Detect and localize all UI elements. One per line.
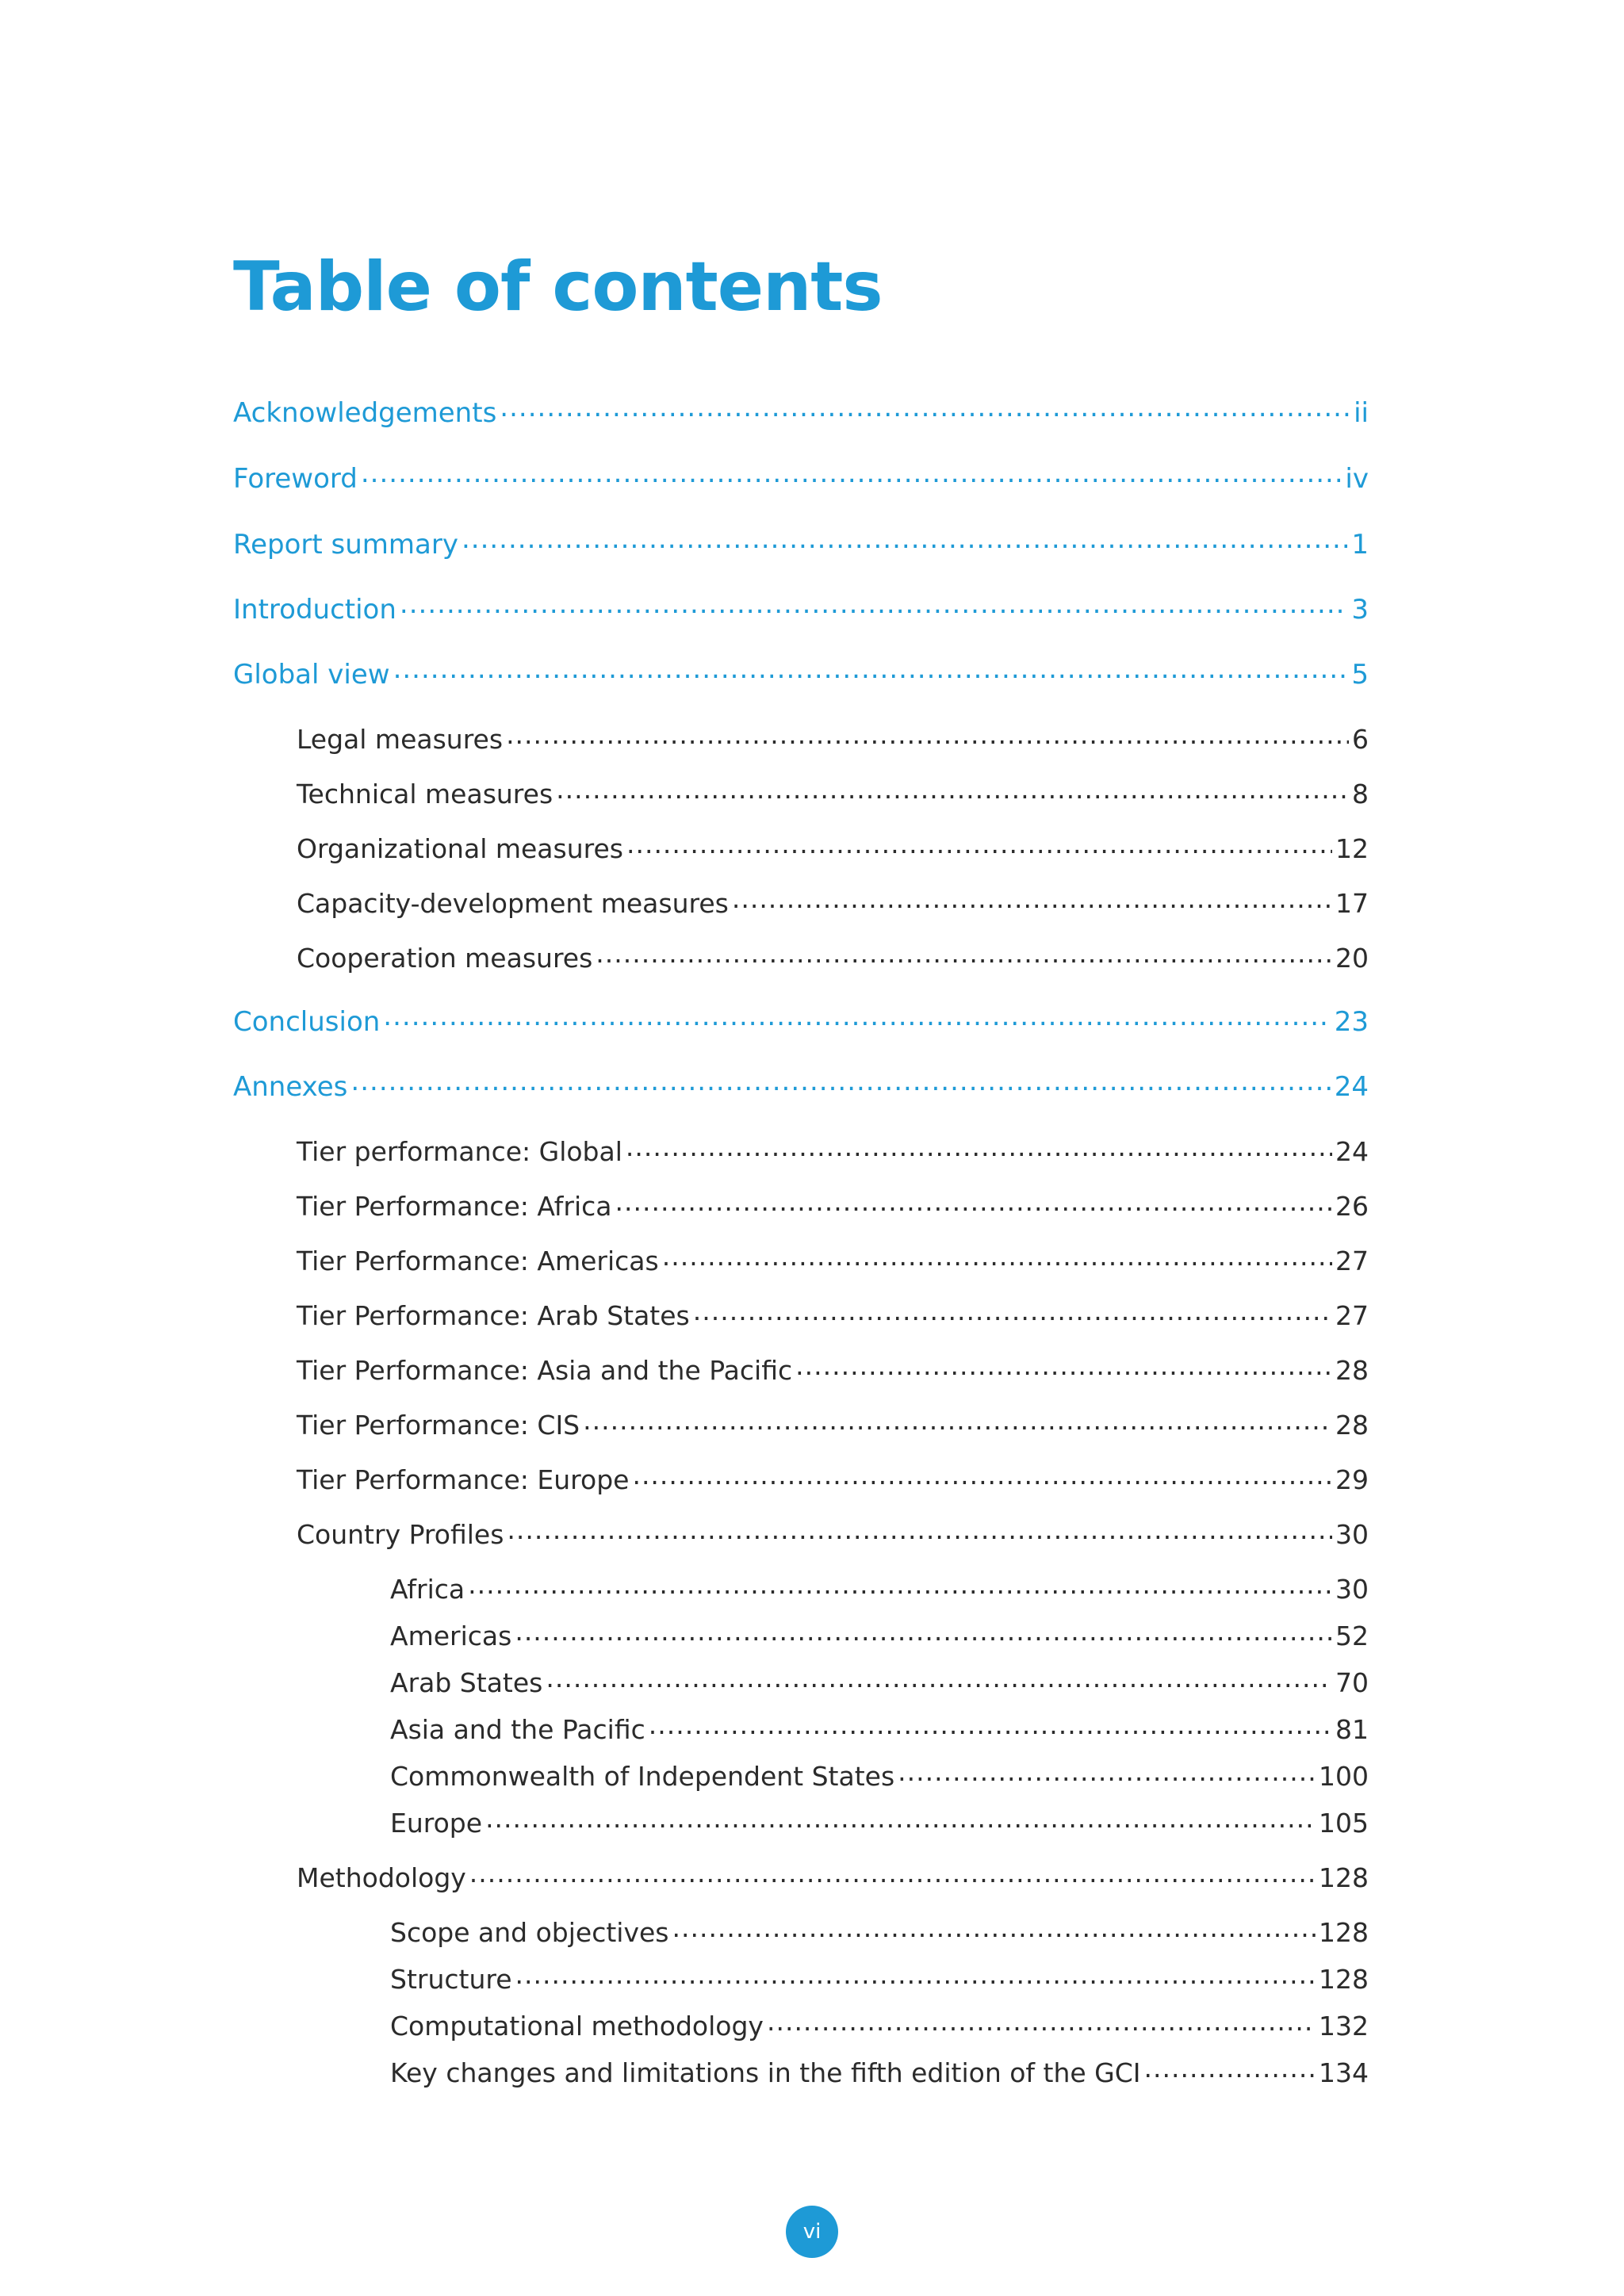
dot-leader [507,1517,1332,1544]
dot-leader [672,1915,1316,1942]
dot-leader [626,832,1332,858]
toc-label: Annexes [233,1071,348,1103]
toc-page-number: 128 [1319,1862,1369,1893]
toc-label: Technical measures [297,779,553,809]
toc-page-number: 8 [1352,779,1369,809]
toc-entry-profiles-cis[interactable] [390,1759,1369,1792]
toc-page-number: 81 [1335,1714,1369,1745]
page-title: Table of contents [233,247,883,327]
dot-leader [383,1004,1331,1031]
dot-leader [767,2009,1316,2035]
dot-leader [693,1299,1332,1325]
dot-leader [485,1806,1316,1832]
toc-label: Scope and objectives [390,1917,669,1948]
toc-entry-profiles-arab-states[interactable] [390,1666,1369,1698]
toc-label: Asia and the Pacific [390,1714,645,1745]
toc-entry-profiles-europe[interactable] [390,1806,1369,1839]
toc-entry-country-profiles[interactable] [297,1517,1369,1550]
toc-page-number: 132 [1319,2011,1369,2042]
toc-entry-computational-methodology[interactable] [390,2009,1369,2042]
toc-entry-tier-arab-states[interactable] [297,1299,1369,1331]
toc-label: Tier Performance: Europe [297,1464,630,1495]
toc-label: Computational methodology [390,2011,764,2042]
toc-label: Methodology [297,1862,466,1893]
dot-leader [626,1135,1332,1161]
toc-label: Legal measures [297,724,504,755]
toc-label: Acknowledgements [233,397,497,429]
toc-entry-scope-objectives[interactable] [390,1915,1369,1948]
toc-page-number: 26 [1335,1191,1369,1222]
dot-leader [649,1712,1332,1739]
dot-leader [898,1759,1316,1785]
toc-page-number: 28 [1335,1410,1369,1441]
toc-entry-report-summary[interactable] [233,526,1369,561]
toc-entry-profiles-asia-pacific[interactable] [390,1712,1369,1745]
toc-label: Organizational measures [297,833,623,864]
toc-page-number: 100 [1319,1761,1369,1792]
toc-label: Conclusion [233,1006,381,1038]
toc-page-number: 30 [1335,1519,1369,1550]
toc-page-number: 24 [1335,1136,1369,1167]
toc-label: Tier performance: Global [297,1136,622,1167]
toc-entry-key-changes[interactable] [390,2056,1369,2088]
dot-leader [662,1244,1332,1270]
toc-label: Americas [390,1621,512,1651]
dot-leader [400,591,1348,618]
toc-page-number: 27 [1335,1246,1369,1276]
toc-page-number: 134 [1319,2057,1369,2088]
toc-page-number: 12 [1335,833,1369,864]
toc-entry-organizational-measures[interactable] [297,832,1369,864]
toc-page-number: 27 [1335,1300,1369,1331]
toc-label: Report summary [233,529,458,561]
toc-page-number: 5 [1351,659,1369,691]
dot-leader [556,777,1349,803]
toc-label: Introduction [233,594,396,626]
dot-leader [632,1463,1332,1489]
toc-page-number: 24 [1334,1071,1369,1103]
dot-leader [393,656,1349,683]
toc-entry-global-view[interactable] [233,656,1369,691]
toc-entry-tier-asia-pacific[interactable] [297,1353,1369,1386]
toc-page-number: 23 [1334,1006,1369,1038]
toc-page-number: ii [1354,397,1369,429]
toc-label: Africa [390,1574,465,1605]
toc-label: Capacity-development measures [297,888,729,919]
dot-leader [468,1572,1332,1598]
dot-leader [350,1069,1331,1096]
toc-entry-tier-cis[interactable] [297,1408,1369,1441]
toc-label: Tier Performance: CIS [297,1410,580,1441]
toc-label: Key changes and limitations in the fifth edition of the GCI [390,2057,1141,2088]
toc-page-number: 105 [1319,1808,1369,1839]
dot-leader [515,1962,1316,1988]
toc-entry-legal-measures[interactable] [297,722,1369,755]
toc-entry-methodology[interactable] [297,1861,1369,1893]
toc-page-number: 30 [1335,1574,1369,1605]
toc-page-number: 70 [1335,1667,1369,1698]
toc-entry-tier-africa[interactable] [297,1189,1369,1222]
toc-label: Tier Performance: Americas [297,1246,659,1276]
toc-page-number: 52 [1335,1621,1369,1651]
toc-label: Country Profiles [297,1519,504,1550]
toc-entry-acknowledgements[interactable] [233,395,1369,429]
toc-entry-structure[interactable] [390,1962,1369,1995]
toc-page-number: 6 [1352,724,1369,755]
toc-label: Global view [233,659,390,691]
toc-entry-foreword[interactable] [233,461,1369,495]
toc-entry-profiles-africa[interactable] [390,1572,1369,1605]
toc-page-number: 128 [1319,1964,1369,1995]
page-number-badge: vi [786,2206,838,2258]
dot-leader [615,1189,1332,1215]
toc-entry-tier-global[interactable] [297,1135,1369,1167]
toc-entry-capacity-development-measures[interactable] [297,886,1369,919]
toc-page-number: 1 [1351,529,1369,561]
dot-leader [462,526,1348,553]
toc-label: Commonwealth of Independent States [390,1761,895,1792]
toc-page-number: 20 [1335,943,1369,974]
toc-page-number: 3 [1351,594,1369,626]
dot-leader [469,1861,1316,1887]
toc-label: Arab States [390,1667,543,1698]
toc-label: Tier Performance: Arab States [297,1300,690,1331]
dot-leader [583,1408,1332,1434]
dot-leader [1144,2056,1316,2082]
toc-label: Structure [390,1964,512,1995]
dot-leader [596,941,1332,967]
toc-entry-introduction[interactable] [233,591,1369,626]
toc-page-number: 17 [1335,888,1369,919]
dot-leader [732,886,1332,913]
dot-leader [546,1666,1332,1692]
toc-entry-technical-measures[interactable] [297,777,1369,809]
dot-leader [795,1353,1332,1380]
toc-label: Tier Performance: Africa [297,1191,612,1222]
dot-leader [506,722,1349,748]
toc-label: Foreword [233,463,358,495]
toc-entry-tier-europe[interactable] [297,1463,1369,1495]
toc-label: Europe [390,1808,483,1839]
toc-entry-conclusion[interactable] [233,1004,1369,1038]
toc-entry-profiles-americas[interactable] [390,1619,1369,1651]
toc-page-number: iv [1345,463,1369,495]
toc-label: Tier Performance: Asia and the Pacific [297,1355,793,1386]
dot-leader [500,395,1350,422]
toc-label: Cooperation measures [297,943,593,974]
toc-page-number: 28 [1335,1355,1369,1386]
dot-leader [361,461,1342,488]
toc-entry-annexes[interactable] [233,1069,1369,1103]
toc-page-number: 29 [1335,1464,1369,1495]
toc-entry-cooperation-measures[interactable] [297,941,1369,974]
toc-page-number: 128 [1319,1917,1369,1948]
dot-leader [515,1619,1332,1645]
toc-entry-tier-americas[interactable] [297,1244,1369,1276]
